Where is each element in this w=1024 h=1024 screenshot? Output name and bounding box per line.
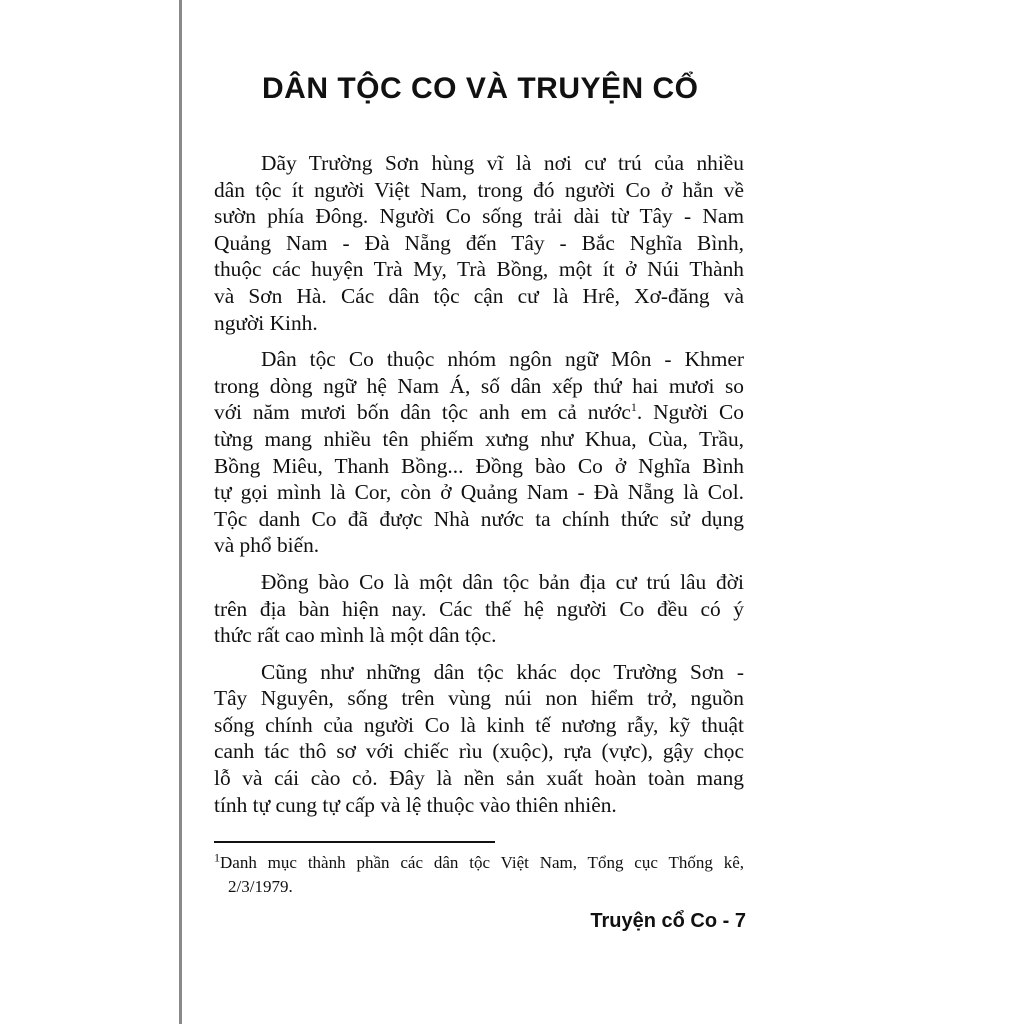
page-spine-edge	[179, 0, 182, 1024]
text-line: thức rất cao mình là một dân tộc.	[214, 623, 497, 648]
text-line: thuộc các huyện Trà My, Trà Bồng, một ít ở Núi Thành	[214, 257, 744, 282]
text-line: dân tộc ít người Việt Nam, trong đó người Co ở hẳn về	[214, 177, 744, 202]
text-line: canh tác thô sơ với chiếc rìu (xuộc), rựa (vực), gậy chọc	[214, 739, 744, 764]
paragraph-2	[214, 346, 744, 559]
chapter-title: DÂN TỘC CO VÀ TRUYỆN CỔ	[262, 72, 699, 105]
paragraph-3	[214, 569, 744, 649]
text-line: Tộc danh Co đã được Nhà nước ta chính thức sử dụng	[214, 506, 744, 531]
text-line: và phổ biến.	[214, 533, 320, 558]
text-line: trong dòng ngữ hệ Nam Á, số dân xếp thứ hai mươi so	[214, 373, 744, 398]
text-line: người Kinh.	[214, 310, 318, 335]
text-line: Cũng như những dân tộc khác dọc Trường Sơn -	[261, 659, 744, 684]
footnote-marker: 1	[214, 850, 220, 865]
text-line: Dân tộc Co thuộc nhóm ngôn ngữ Môn - Khmer	[261, 347, 744, 372]
footnote-line	[214, 851, 744, 875]
text-segment: với năm mươi bốn dân tộc anh em cả nước	[214, 400, 631, 425]
text-line: sườn phía Đông. Người Co sống trải dài từ Tây - Nam	[214, 204, 744, 229]
text-line: Tây Nguyên, sống trên vùng núi non hiểm trở, nguồn	[214, 686, 744, 711]
text-line: Quảng Nam - Đà Nẵng đến Tây - Bắc Nghĩa Bình,	[214, 230, 744, 255]
text-line: Dãy Trường Sơn hùng vĩ là nơi cư trú của nhiều	[261, 151, 744, 175]
paragraph-1	[214, 150, 744, 336]
text-line: từng mang nhiều tên phiếm xưng như Khua, Cùa, Trầu,	[214, 426, 744, 451]
page-footer: Truyện cổ Co - 7	[590, 910, 746, 932]
text-line: tính tự cung tự cấp và lệ thuộc vào thiên nhiên.	[214, 792, 617, 817]
text-segment: . Người Co	[636, 400, 744, 425]
text-line: Bồng Miêu, Thanh Bồng... Đồng bào Co ở Nghĩa Bình	[214, 453, 744, 478]
footnote-divider	[214, 841, 495, 843]
text-line: sống chính của người Co là kinh tế nương rẫy, kỹ thuật	[214, 712, 744, 737]
text-line: trên địa bàn hiện nay. Các thế hệ người Co đều có ý	[214, 596, 744, 621]
text-line: và Sơn Hà. Các dân tộc cận cư là Hrê, Xơ-đăng và	[214, 283, 744, 308]
footnote-line: 2/3/1979.	[228, 877, 293, 896]
text-line-with-footnote	[214, 399, 744, 426]
text-line: tự gọi mình là Cor, còn ở Quảng Nam - Đà Nẵng là Col.	[214, 480, 744, 505]
text-line: Đồng bào Co là một dân tộc bản địa cư trú lâu đời	[261, 569, 744, 594]
footnote-text: Danh mục thành phần các dân tộc Việt Nam, Tổng cục Thống kê,	[220, 853, 744, 872]
body-text	[214, 150, 744, 828]
footnote	[214, 851, 744, 899]
paragraph-4	[214, 659, 744, 819]
text-line: lỗ và cái cào cỏ. Đây là nền sản xuất hoàn toàn mang	[214, 766, 744, 791]
footnote-reference[interactable]: 1	[630, 400, 637, 415]
